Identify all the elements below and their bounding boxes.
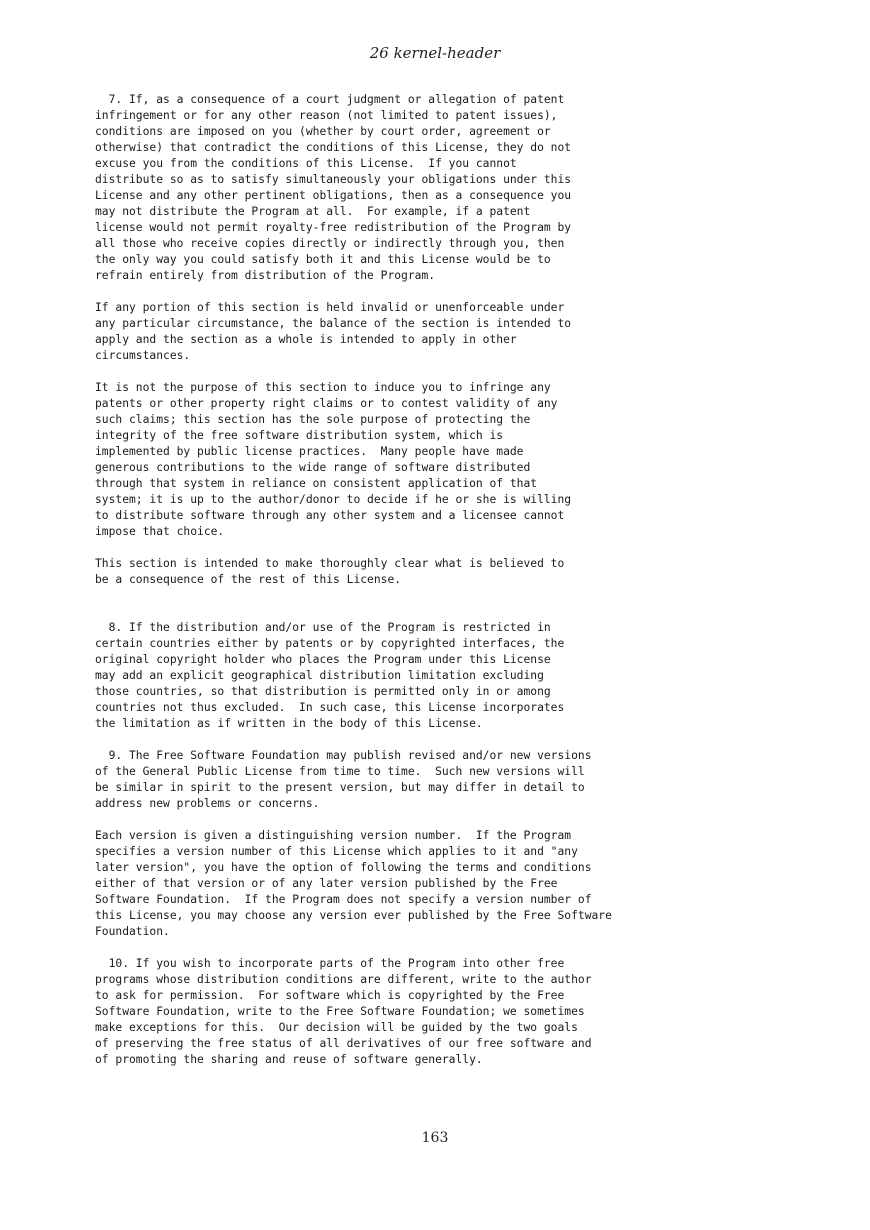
paragraph-gap [95, 364, 795, 380]
paragraph-gap [95, 284, 795, 300]
document-body [95, 92, 795, 1068]
paragraph-invalid-portion: If any portion of this section is held invalid or unenforceable under any particular circumstance, the balance of the section is intended to apply and the section as a whole is intended to apply in other circumstances. [95, 301, 572, 362]
paragraph-section-10: 10. If you wish to incorporate parts of the Program into other free programs whose distribution conditions are different, write to the author to ask for permission. For software which is copyrighted by the Free Software Foundation, write to the Free Software Foundation; we sometimes make exceptions for this. Our decision will be guided by the two goals of preserving the free status of all derivatives of our free software and of promoting the sharing and reuse of software generally. [95, 957, 592, 1066]
paragraph-section-8: 8. If the distribution and/or use of the Program is restricted in certain countries either by patents or by copyrighted interfaces, the original copyright holder who places the Program under this License may add an explicit geographical distribution limitation excluding those countries, so that distribution is permitted only in or among countries not thus excluded. In such case, this License incorporates the limitation as if written in the body of this License. [95, 621, 565, 730]
page-number: 163 [421, 1130, 449, 1146]
paragraph-clarification: This section is intended to make thoroughly clear what is believed to be a consequence of the rest of this License. [95, 557, 565, 586]
paragraph-gap [95, 732, 795, 748]
running-head: 26 kernel-header [369, 44, 501, 62]
paragraph-gap [95, 540, 795, 556]
paragraph-section-7: 7. If, as a consequence of a court judgment or allegation of patent infringement or for any other reason (not limited to patent issues), conditions are imposed on you (whether by court order, agreement or otherwise) that contradict the conditions of this License, they do not excuse you from the conditions of this License. If you cannot distribute so as to satisfy simultaneously your obligations under this License and any other pertinent obligations, then as a consequence you may not distribute the Program at all. For example, if a patent license would not permit royalty-free redistribution of the Program by all those who receive copies directly or indirectly through you, then the only way you could satisfy both it and this License would be to refrain entirely from distribution of the Program. [95, 93, 572, 282]
section-gap [95, 588, 795, 620]
paragraph-section-9: 9. The Free Software Foundation may publish revised and/or new versions of the General Public License from time to time. Such new versions will be similar in spirit to the present version, but may differ in detail to address new problems or concerns. [95, 749, 592, 810]
paragraph-gap [95, 940, 795, 956]
paragraph-version-number: Each version is given a distinguishing version number. If the Program specifies a version number of this License which applies to it and "any later version", you have the option of following the terms and conditions either of that version or of any later version published by the Free Software Foundation. If the Program does not specify a version number of this License, you may choose any version ever published by the Free Software Foundation. [95, 829, 612, 938]
paragraph-purpose: It is not the purpose of this section to induce you to infringe any patents or other property right claims or to contest validity of any such claims; this section has the sole purpose of protecting the integrity of the free software distribution system, which is implemented by public license practices. Many people have made generous contributions to the wide range of software distributed through that system in reliance on consistent application of that system; it is up to the author/donor to decide if he or she is willing to distribute software through any other system and a licensee cannot impose that choice. [95, 381, 572, 538]
paragraph-gap [95, 812, 795, 828]
